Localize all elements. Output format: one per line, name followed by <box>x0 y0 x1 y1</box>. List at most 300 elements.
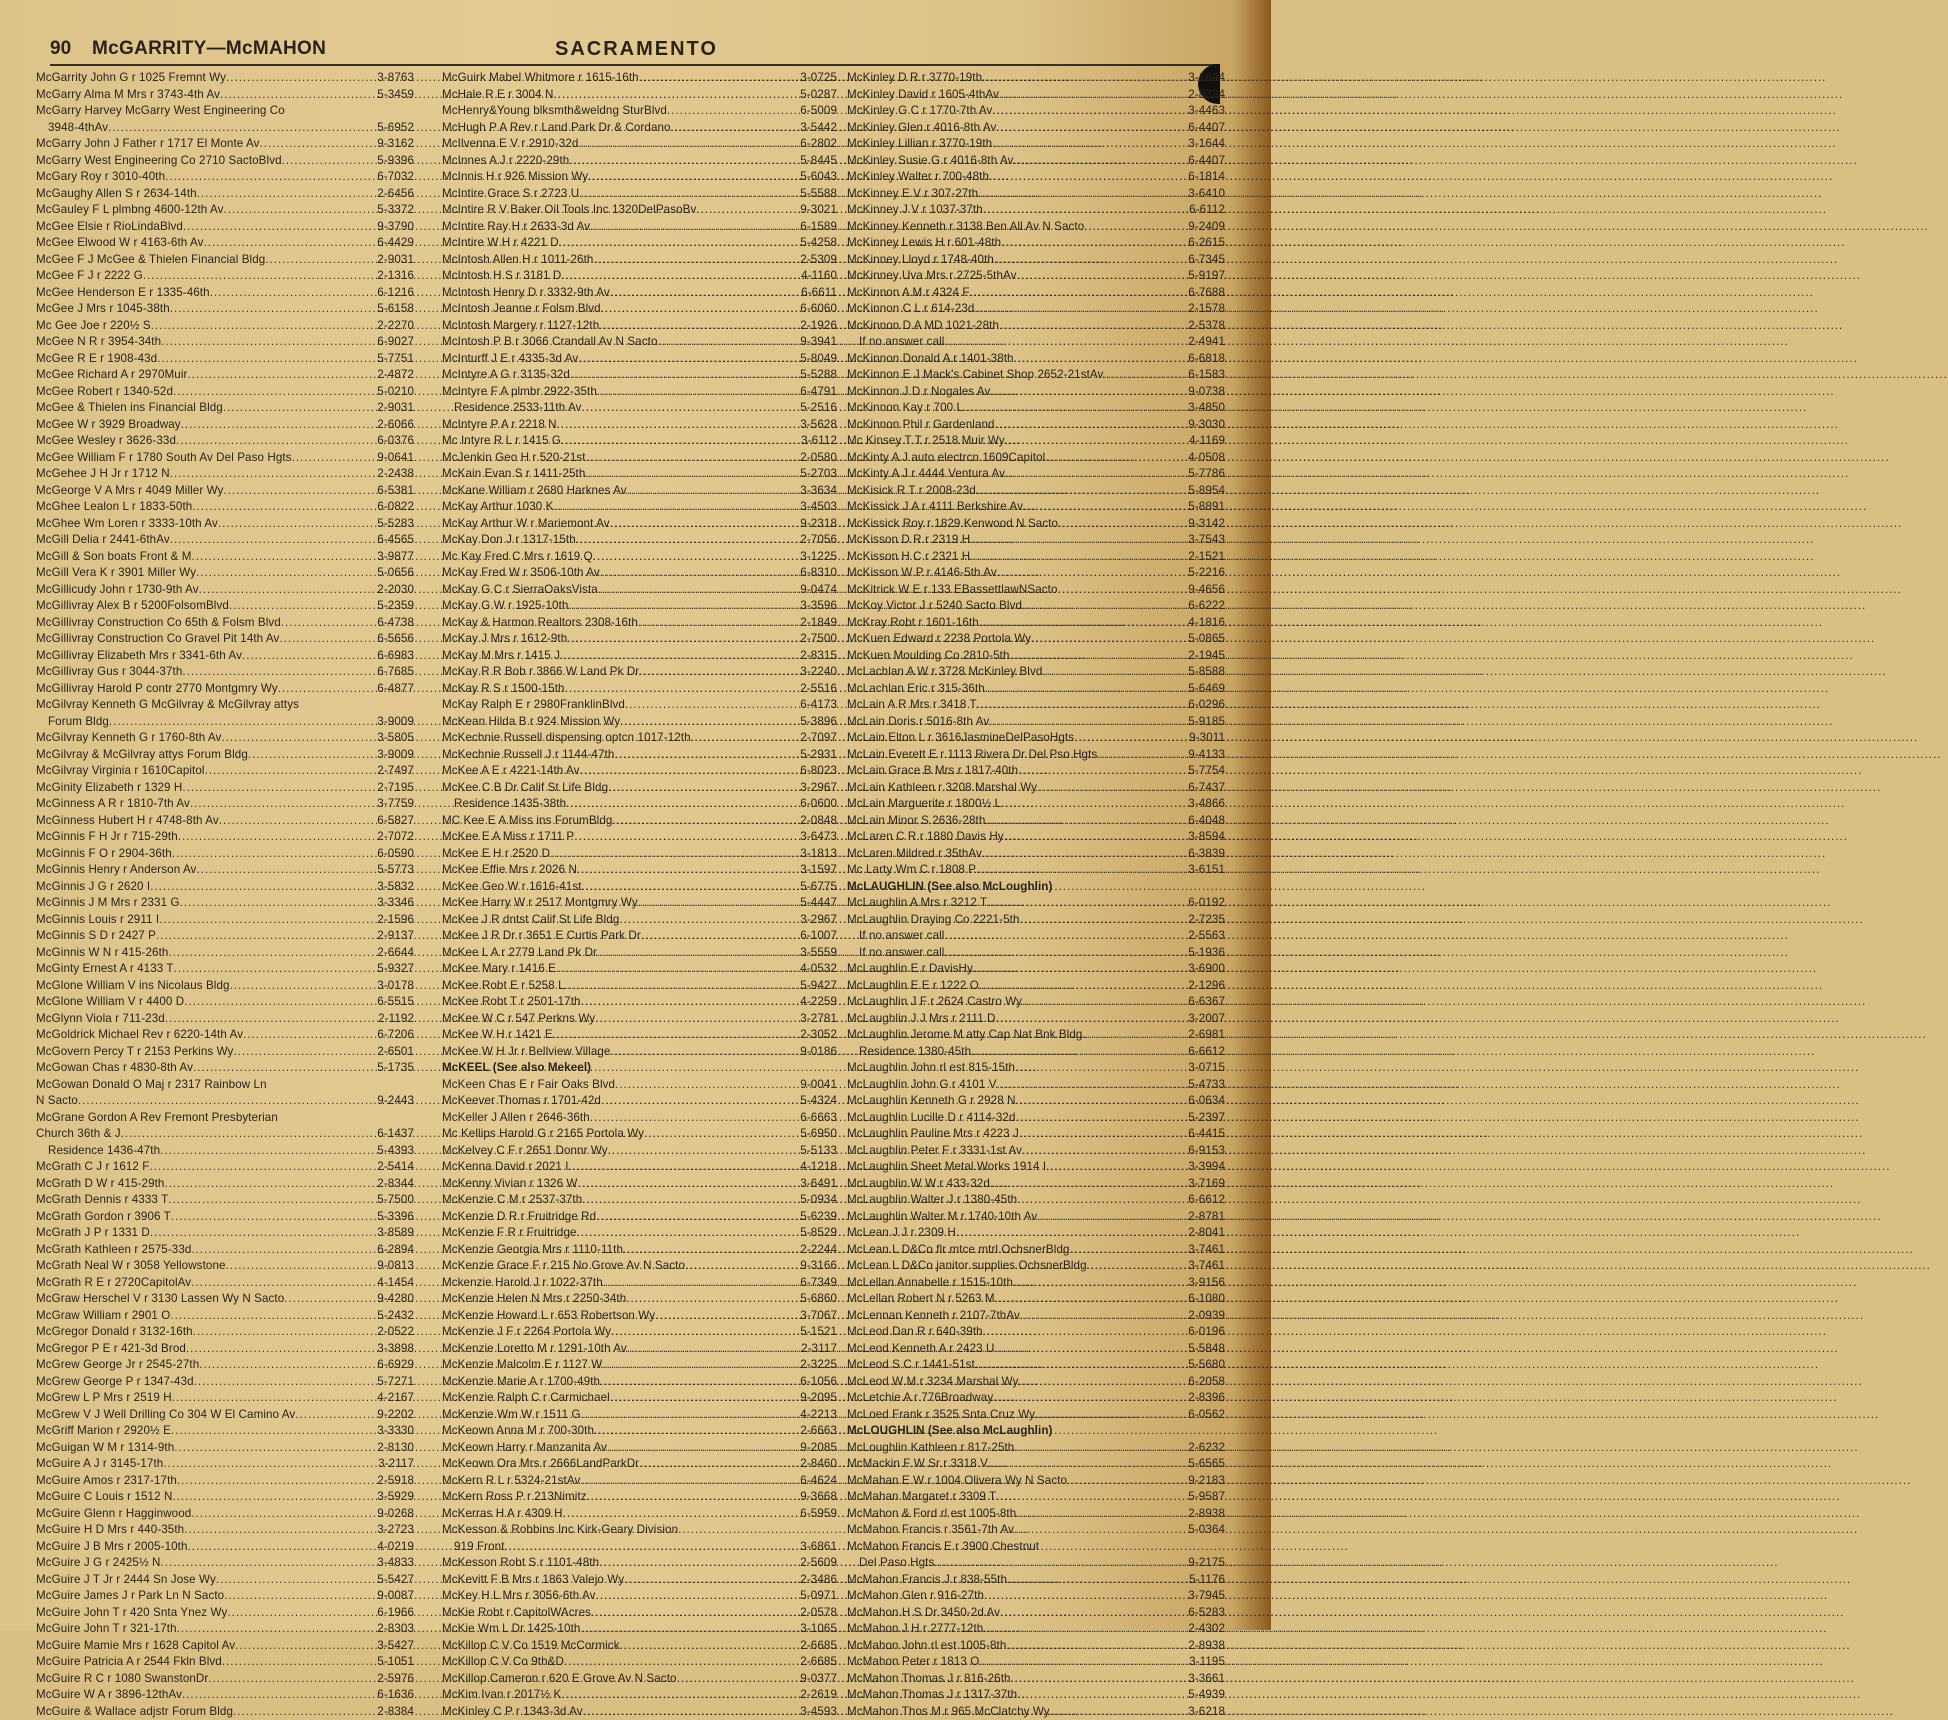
listing-name: McKay Arthur W r Mariemont Av <box>442 516 610 533</box>
listing-entry <box>36 1209 414 1226</box>
phone-number: 3-3346 <box>376 895 414 912</box>
leader-dots <box>582 879 800 896</box>
leader-dots <box>655 1308 799 1325</box>
listing-entry <box>847 1258 1225 1275</box>
phone-number: 5-0656 <box>376 565 414 582</box>
listing-name: McGlone William V ins Nicolaus Bldg <box>36 978 230 995</box>
phone-number: 3-4463 <box>1187 103 1225 120</box>
leader-dots <box>581 1407 800 1424</box>
listing-entry <box>36 384 414 401</box>
listing-entry <box>847 796 1225 813</box>
name-range: McGARRITY—McMAHON <box>92 38 326 60</box>
leader-dots <box>974 301 1187 318</box>
listing-name: McKinley Walter r 700-48th <box>847 169 989 186</box>
listing-name: McGowan Donald O Maj r 2317 Rainbow Ln <box>36 1077 267 1094</box>
listing-entry <box>36 1374 414 1391</box>
phone-number: 2-8303 <box>376 1621 414 1638</box>
leader-dots <box>639 664 799 681</box>
listing-entry <box>442 1390 837 1407</box>
listing-name: McMahon Thos M r 965 McClatchy Wy <box>847 1704 1050 1720</box>
leader-dots <box>602 1357 799 1374</box>
listing-name: McLeod S C r 1441-51st <box>847 1357 975 1374</box>
listing-entry <box>847 1440 1225 1457</box>
column-2 <box>442 70 837 1622</box>
listing-entry <box>442 285 837 302</box>
listing-entry <box>847 318 1225 335</box>
leader-dots <box>233 1044 376 1061</box>
listing-entry <box>847 433 1225 450</box>
leader-dots <box>1058 582 1188 599</box>
listing-name: McKeown Anna M r 700-30th <box>442 1423 594 1440</box>
phone-number: 4-2167 <box>376 1390 414 1407</box>
leader-dots <box>1097 747 1187 764</box>
phone-number: 2-1316 <box>376 268 414 285</box>
phone-number: 6-6367 <box>1187 994 1225 1011</box>
leader-dots <box>561 1687 799 1704</box>
listing-name: McGinnis S D r 2427 P <box>36 928 156 945</box>
leader-dots <box>978 186 1187 203</box>
listing-name: McKenzie F R r Fruitridge <box>442 1225 577 1242</box>
listing-entry <box>442 483 837 500</box>
phone-number: 5-7754 <box>1187 763 1225 780</box>
listing-name: McGee J Mrs r 1045-38th <box>36 301 170 318</box>
phone-number: 5-1936 <box>1187 945 1225 962</box>
listing-name: McGlynn Viola r 711-23d <box>36 1011 165 1028</box>
listing-entry <box>847 136 1225 153</box>
leader-dots <box>150 879 376 896</box>
listing-name: McIlvenna E V r 2910-32d <box>442 136 578 153</box>
leader-dots <box>1023 499 1187 516</box>
phone-number: 2-8781 <box>1187 1209 1225 1226</box>
listing-name: McIntire W H r 4221 D <box>442 235 559 252</box>
listing-name: McKesson Robt S r 1101-48th <box>442 1555 599 1572</box>
listing-columns <box>36 70 1226 1622</box>
phone-number: 3-9009 <box>376 714 414 731</box>
leader-dots <box>233 1704 376 1720</box>
listing-name: McGinnis F H Jr r 715-29th <box>36 829 178 846</box>
leader-dots <box>1018 763 1187 780</box>
listing-entry <box>36 1275 414 1292</box>
listing-name: McKenzie Ralph C r Carmichael <box>442 1390 610 1407</box>
listing-entry <box>36 697 414 714</box>
leader-dots <box>576 532 800 549</box>
phone-number: 9-4656 <box>1187 582 1225 599</box>
phone-number: 2-4872 <box>376 367 414 384</box>
phone-number: 5-0287 <box>799 87 837 104</box>
listing-entry <box>442 1258 837 1275</box>
phone-number: 2-1849 <box>799 615 837 632</box>
column-3 <box>847 70 1225 1622</box>
listing-entry <box>36 1159 414 1176</box>
leader-dots <box>1014 1440 1187 1457</box>
phone-number: 2-7235 <box>1187 912 1225 929</box>
listing-name: 3948-4thAv <box>36 120 108 137</box>
phone-number: 6-5827 <box>376 813 414 830</box>
phone-number: 3-1597 <box>799 862 837 879</box>
phone-number: 5-6952 <box>376 120 414 137</box>
listing-entry <box>847 1374 1225 1391</box>
listing-name: McKinney Lloyd r 1748-40th <box>847 252 994 269</box>
leader-dots <box>223 400 376 417</box>
leader-dots <box>963 400 1187 417</box>
leader-dots <box>149 1159 376 1176</box>
phone-number: 6-5009 <box>799 103 837 120</box>
listing-name: McKinley Lillian r 3770-19th <box>847 136 992 153</box>
leader-dots <box>193 1060 376 1077</box>
leader-dots <box>615 1077 799 1094</box>
leader-dots <box>170 301 377 318</box>
listing-name: McGee Elwood W r 4163-6th Av <box>36 235 204 252</box>
phone-number: 9-2085 <box>799 1440 837 1457</box>
phone-number: 5-2432 <box>376 1308 414 1325</box>
phone-number: 5-1176 <box>1188 1572 1225 1589</box>
listing-name: McKinley Glen r 4016-8th Av <box>847 120 996 137</box>
listing-entry <box>847 1572 1225 1589</box>
listing-name: McHenry&Young blksmth&weldng SturBlvd <box>442 103 667 120</box>
listing-entry <box>847 829 1225 846</box>
leader-dots <box>1045 450 1187 467</box>
listing-entry <box>36 532 414 549</box>
phone-number: 9-2175 <box>1187 1555 1225 1572</box>
listing-name: McKenzie Loretto M r 1291-10th Av <box>442 1341 627 1358</box>
leader-dots <box>607 1440 799 1457</box>
phone-number: 6-0600 <box>799 796 837 813</box>
listing-name: McJenkin Geo H r 520-21st <box>442 450 586 467</box>
listing-name: McGrath D W r 415-29th <box>36 1176 164 1193</box>
leader-dots <box>568 598 799 615</box>
leader-dots <box>1037 1209 1187 1226</box>
listing-entry <box>36 1687 414 1704</box>
phone-number: 6-4624 <box>799 1473 837 1490</box>
listing-entry <box>36 367 414 384</box>
phone-number: 2-0578 <box>799 1605 837 1622</box>
listing-entry <box>847 1176 1225 1193</box>
leader-dots <box>1046 1159 1187 1176</box>
leader-dots <box>982 846 1187 863</box>
leader-dots <box>295 1407 376 1424</box>
listing-entry <box>847 450 1225 467</box>
phone-number: 5-9185 <box>1187 714 1225 731</box>
listing-name: McKay M Mrs r 1415 J <box>442 648 560 665</box>
leader-dots <box>956 1225 1187 1242</box>
phone-number: 2-5563 <box>1187 928 1225 945</box>
listing-name: Mckenzie Harold J r 1022-37th <box>442 1275 603 1292</box>
leader-dots <box>639 1456 799 1473</box>
listing-entry <box>442 103 837 120</box>
phone-number: 3-8594 <box>1187 829 1225 846</box>
leader-dots <box>150 1225 376 1242</box>
listing-name: McLaughlin A Mrs r 3212 T <box>847 895 987 912</box>
listing-name: McKean Hilda B r 924 Mission Wy <box>442 714 620 731</box>
leader-dots <box>553 499 799 516</box>
leader-dots <box>996 1011 1188 1028</box>
listing-entry <box>847 1143 1225 1160</box>
phone-number: 3-5628 <box>799 417 837 434</box>
listing-entry <box>442 1704 837 1720</box>
leader-dots <box>199 582 377 599</box>
leader-dots <box>563 1506 800 1523</box>
leader-dots <box>976 862 1187 879</box>
listing-entry <box>847 1671 1225 1688</box>
listing-entry <box>442 1176 837 1193</box>
phone-number: 2-1926 <box>799 318 837 335</box>
leader-dots <box>108 120 376 137</box>
listing-name: McLain Elton L r 3616JasmineDelPasoHgts <box>847 730 1074 747</box>
leader-dots <box>1019 1374 1188 1391</box>
phone-number: 3-3596 <box>799 598 837 615</box>
listing-entry <box>442 186 837 203</box>
leader-dots <box>608 780 799 797</box>
listing-entry <box>847 417 1225 434</box>
listing-name: McKerras H A r 4309 H <box>442 1506 563 1523</box>
listing-name: McGrew George P r 1347-43d <box>36 1374 194 1391</box>
phone-number: 6-9153 <box>1187 1143 1225 1160</box>
leader-dots <box>230 978 377 995</box>
leader-dots <box>1005 433 1188 450</box>
phone-number: 5-8529 <box>799 1225 837 1242</box>
phone-number: 6-0376 <box>376 433 414 450</box>
listing-entry <box>847 1588 1225 1605</box>
phone-number: 5-7271 <box>376 1374 414 1391</box>
listing-entry <box>36 285 414 302</box>
leader-dots <box>182 664 376 681</box>
listing-entry <box>36 747 414 764</box>
leader-dots <box>196 862 376 879</box>
listing-name: McIntire Grace S r 2723 U <box>442 186 579 203</box>
listing-entry <box>442 1110 837 1127</box>
leader-dots <box>1037 780 1187 797</box>
listing-name: McLeod Kenneth A r 2423 U <box>847 1341 995 1358</box>
listing-entry <box>442 615 837 632</box>
listing-entry <box>847 252 1225 269</box>
listing-entry <box>36 549 414 566</box>
leader-dots <box>161 334 376 351</box>
listing-name: McGinnis Henry r Anderson Av <box>36 862 196 879</box>
listing-entry <box>442 384 837 401</box>
listing-name: McLaren C R r 1880 Davis Hy <box>847 829 1004 846</box>
leader-dots <box>170 466 377 483</box>
listing-name: McLaughlin Peter F r 3331-1st Av <box>847 1143 1022 1160</box>
listing-name: McLain Minor S 2636-28th <box>847 813 985 830</box>
listing-name: McLain Marguerite r 1800½ L <box>847 796 1001 813</box>
phone-number: 3-2007 <box>1187 1011 1225 1028</box>
listing-entry <box>847 912 1225 929</box>
listing-name: McGuire C Louis r 1512 N <box>36 1489 172 1506</box>
leader-dots <box>176 433 376 450</box>
listing-entry <box>442 1159 837 1176</box>
listing-name: McGuire & Wallace adjstr Forum Bldg <box>36 1704 233 1720</box>
phone-number: 3-1813 <box>799 846 837 863</box>
listing-entry <box>442 1473 837 1490</box>
listing-entry <box>442 450 837 467</box>
leader-dots <box>612 813 799 830</box>
phone-number: 5-9197 <box>1187 268 1225 285</box>
leader-dots <box>999 318 1187 335</box>
phone-number: 6-0192 <box>1187 895 1225 912</box>
phone-number: 9-0474 <box>799 582 837 599</box>
listing-name: McGinnis Louis r 2911 I <box>36 912 159 929</box>
leader-dots <box>583 1704 800 1720</box>
listing-name: McGillivray Construction Co 65th & Folsm Blvd <box>36 615 281 632</box>
listing-name: McIntire Ray H r 2633-3d Av <box>442 219 590 236</box>
leader-dots <box>1015 1060 1187 1077</box>
leader-dots <box>601 1093 799 1110</box>
leader-dots <box>282 153 377 170</box>
leader-dots <box>227 1605 376 1622</box>
listing-name: McKeown Ora Mrs r 2666LandParkDr <box>442 1456 639 1473</box>
listing-name: McGuirk Mabel Whitmore r 1615-16th <box>442 70 639 87</box>
phone-number: 9-3790 <box>376 219 414 236</box>
listing-name: McLaughlin Walter M r 1740-10th Av <box>847 1209 1037 1226</box>
listing-name: McGee Robert r 1340-52d <box>36 384 173 401</box>
phone-number: 2-6066 <box>376 417 414 434</box>
phone-number: 2-8938 <box>1187 1506 1225 1523</box>
leader-dots <box>595 1588 799 1605</box>
listing-entry <box>847 1225 1225 1242</box>
listing-entry <box>442 565 837 582</box>
listing-name: McKie Wm L Dr 1425-10th <box>442 1621 580 1638</box>
listing-entry <box>442 334 837 351</box>
leader-dots <box>121 1126 377 1143</box>
leader-dots <box>1031 631 1187 648</box>
listing-entry <box>36 631 414 648</box>
listing-name: McMahon & Ford rl est 1005-8th <box>847 1506 1016 1523</box>
listing-entry <box>36 582 414 599</box>
listing-name: McGhee Wm Loren r 3333-10th Av <box>36 516 218 533</box>
phone-number: 6-0196 <box>1187 1324 1225 1341</box>
listing-entry <box>442 1423 837 1440</box>
phone-number: 6-6612 <box>1187 1192 1225 1209</box>
listing-name: McKane William r 2680 Harknes Av <box>442 483 627 500</box>
listing-entry <box>847 862 1225 879</box>
leader-dots <box>559 235 800 252</box>
phone-number: 6-6222 <box>1187 598 1225 615</box>
phone-number: 9-3021 <box>799 202 837 219</box>
phone-number: 5-3372 <box>376 202 414 219</box>
leader-dots <box>157 351 376 368</box>
leader-dots <box>569 1159 800 1176</box>
listing-name: McKinney Uva Mrs r 2725-5thAv <box>847 268 1017 285</box>
listing-name: McKuen Edward r 2238 Portola Wy <box>847 631 1031 648</box>
leader-dots <box>168 945 376 962</box>
phone-number: 6-6983 <box>376 648 414 665</box>
phone-number: 2-7097 <box>799 730 837 747</box>
listing-name: McKinnon Phil r Gardenland <box>847 417 995 434</box>
listing-name: McKay R S r 1500-15th <box>442 681 565 698</box>
listing-name: McLennan Kenneth r 2107-7thAv <box>847 1308 1020 1325</box>
phone-number: 5-6043 <box>799 169 837 186</box>
leader-dots <box>599 1555 799 1572</box>
listing-entry <box>36 1605 414 1622</box>
leader-dots <box>979 1654 1188 1671</box>
leader-dots <box>1001 235 1187 252</box>
phone-number: 3-1195 <box>1188 1654 1225 1671</box>
leader-dots <box>577 1225 800 1242</box>
leader-dots <box>191 1242 376 1259</box>
listing-entry <box>442 846 837 863</box>
listing-name: McLAUGHLIN (See also McLoughlin) <box>847 879 1052 896</box>
leader-dots <box>196 565 376 582</box>
listing-entry <box>847 1605 1225 1622</box>
leader-dots <box>979 615 1187 632</box>
listing-entry <box>847 1242 1225 1259</box>
listing-name: McKie Robt r CapitolWAcres <box>442 1605 591 1622</box>
listing-name: McGee & Thielen ins Financial Bldg <box>36 400 223 417</box>
listing-name: McGilvray Virginia r 1610Capitol <box>36 763 205 780</box>
listing-name: McKenzie Howard L r 653 Robertson Wy <box>442 1308 655 1325</box>
listing-entry <box>36 450 414 467</box>
phone-number: 6-1437 <box>376 1126 414 1143</box>
listing-name: McKee W C r 547 Perkns Wy <box>442 1011 595 1028</box>
listing-entry <box>847 1275 1225 1292</box>
listing-name: McGee Elsie r RioLindaBlvd <box>36 219 183 236</box>
leader-dots <box>1087 1258 1188 1275</box>
listing-entry <box>847 186 1225 203</box>
listing-entry <box>36 1423 414 1440</box>
leader-dots <box>1020 912 1188 929</box>
leader-dots <box>944 928 1187 945</box>
listing-name: McGillivray Elizabeth Mrs r 3341-6th Av <box>36 648 242 665</box>
listing-name: McLoughlin Kathleen r 817-25th <box>847 1440 1014 1457</box>
leader-dots <box>243 1027 376 1044</box>
phone-number: 2-8041 <box>1187 1225 1225 1242</box>
listing-entry <box>36 648 414 665</box>
listing-name: McGee R E r 1908-43d <box>36 351 157 368</box>
listing-entry <box>847 202 1225 219</box>
leader-dots <box>580 1473 799 1490</box>
leader-dots <box>610 1044 799 1061</box>
listing-name: McKechnie Russell J r 1144-47th <box>442 747 614 764</box>
column-1 <box>36 70 414 1622</box>
phone-number: 5-7786 <box>1187 466 1225 483</box>
listing-name: McLaughlin John rl est 815-15th <box>847 1060 1015 1077</box>
listing-entry <box>847 1473 1225 1490</box>
phone-number: 2-8324 <box>1187 87 1225 104</box>
phone-number: 3-3330 <box>376 1423 414 1440</box>
phone-number: 5-2216 <box>1187 565 1225 582</box>
leader-dots <box>696 202 799 219</box>
listing-name: McMahon J H r 2777-12th <box>847 1621 983 1638</box>
leader-dots <box>992 103 1187 120</box>
leader-dots <box>600 1374 799 1391</box>
leader-dots <box>163 1456 377 1473</box>
listing-name: Residence 2533-11th Av <box>442 400 581 417</box>
leader-dots <box>983 1621 1187 1638</box>
phone-number: 6-3839 <box>1187 846 1225 863</box>
listing-name: McKissick J A r 4111 Berkshire Av <box>847 499 1023 516</box>
listing-entry <box>36 1390 414 1407</box>
listing-name: McGregor P E r 421-3d Brod <box>36 1341 186 1358</box>
phone-number: 2-7056 <box>799 532 837 549</box>
listing-entry <box>442 1539 837 1556</box>
listing-entry <box>36 829 414 846</box>
listing-name: McKenzie C M r 2537-37th <box>442 1192 582 1209</box>
leader-dots <box>278 681 377 698</box>
leader-dots <box>143 268 376 285</box>
listing-name: McLaughlin Pauline Mrs r 4223 J <box>847 1126 1019 1143</box>
listing-name: McLachlan Eric r 315-36th <box>847 681 985 698</box>
listing-name: McGarry West Engineering Co 2710 SactoBlvd <box>36 153 282 170</box>
leader-dots <box>172 846 377 863</box>
phone-number: 2-3052 <box>799 1027 837 1044</box>
listing-name: McLaughlin Sheet Metal Works 1914 I <box>847 1159 1046 1176</box>
leader-dots <box>1074 730 1188 747</box>
leader-dots <box>685 1258 799 1275</box>
phone-number: 3-2967 <box>799 912 837 929</box>
listing-name: McKenzie Grace F r 215 No Grove Av N Sacto <box>442 1258 685 1275</box>
listing-name: McGrane Gordon A Rev Fremont Presbyterian <box>36 1110 278 1127</box>
phone-number: 3-6491 <box>799 1176 837 1193</box>
